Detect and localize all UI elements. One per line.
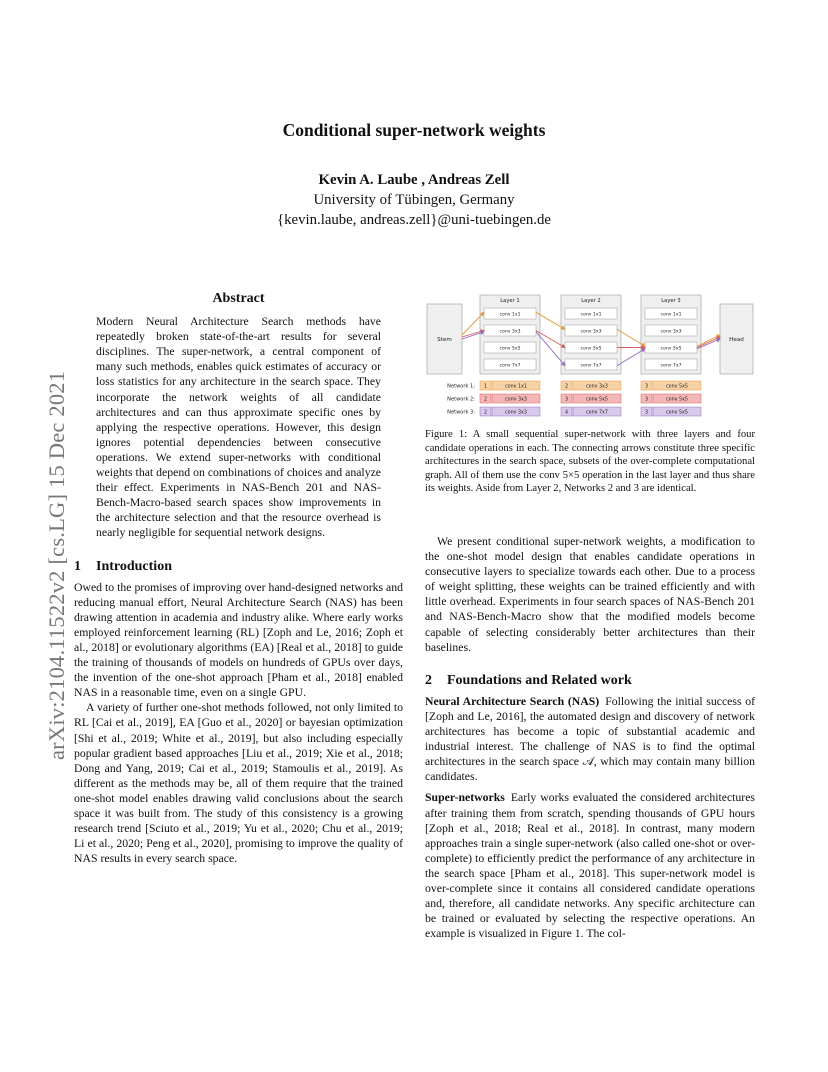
op-label: conv 5x5	[660, 346, 682, 352]
network-connection	[536, 332, 565, 366]
op-label: conv 3x3	[499, 329, 521, 335]
network-index: 2	[483, 397, 488, 403]
head-label: Head	[729, 337, 744, 343]
super-network-diagram	[425, 293, 755, 423]
nas-paragraph-body: Following the initial success of [Zoph and Le, 2016], the automated design and discovery of network architectures has become a topic of substantial academic and industrial interest. The challenge of NAS is to find the optimal architectures in the search space 𝒜, which may contain many billion candidates.	[425, 694, 755, 784]
section-1-heading	[74, 559, 403, 574]
network-op: conv 5x5	[666, 410, 688, 416]
section-title: Foundations and Related work	[447, 672, 632, 688]
network-label: Network 3:	[447, 409, 475, 416]
network-index: 3	[644, 384, 649, 390]
network-index: 2	[483, 410, 488, 416]
abstract-heading: Abstract	[212, 291, 265, 306]
left-column	[74, 291, 403, 866]
paper-title: Conditional super-network weights	[282, 120, 546, 140]
network-index: 3	[644, 410, 649, 416]
network-op: conv 3x3	[586, 384, 608, 390]
section-2-heading	[425, 673, 755, 688]
section-title: Introduction	[96, 558, 172, 574]
network-op: conv 5x5	[666, 397, 688, 403]
intro-paragraph-1: Owed to the promises of improving over hand-designed networks and reducing manual effort, Neural Architecture Search (NAS) has been drawing attention in academia and industry alike. Where early works employed reinforcement learning (RL) [Zoph and Le, 2016; Zoph et al., 2018] or evolutionary algorithms (EA) [Real et al., 2018] to guide the training of thousands of models on hundreds of GPUs over days, the invention of the one-shot approach [Pham et al., 2018] enabled NAS in a reasonable time, even on a single GPU.	[74, 580, 403, 700]
network-index: 3	[644, 397, 649, 403]
op-label: conv 1x1	[580, 312, 602, 318]
nas-paragraph-heading: Neural Architecture Search (NAS)	[425, 694, 600, 708]
network-index: 4	[564, 410, 569, 416]
supernet-paragraph-body: Early works evaluated the considered architectures after training them from scratch, spending thousands of GPU hours [Zoph et al., 2018; Real et al., 2018]. In contrast, many modern approaches train a single super-network (also called one-shot or over-complete) to efficiently predict the performance of any architecture in the search space [Pham et al., 2018]. This super-network model is over-complete since it contains all considered candidate operations and, therefore, all candidate networks. Any specific architecture can be trained or evaluated by selecting the respective operations. An example is visualized in Figure 1. The col-	[425, 791, 755, 941]
op-label: conv 1x1	[499, 312, 521, 318]
network-index: 2	[564, 384, 569, 390]
op-label: conv 5x5	[580, 346, 602, 352]
op-label: conv 7x7	[660, 363, 682, 369]
stem-label: Stem	[437, 337, 452, 343]
layer-label: Layer 2	[581, 298, 601, 304]
network-connection	[536, 312, 565, 329]
network-index: 3	[564, 397, 569, 403]
figure-caption: Figure 1: A small sequential super-network with three layers and four candidate operations in each. The connecting arrows constitute three specific architectures in the search space, subsets of the over-complete computational graph. All of them use the conv 5×5 operation in the last layer and thus share its weights. Aside from Layer 2, Networks 2 and 3 are identical.	[425, 429, 755, 495]
supernet-paragraph	[425, 790, 755, 941]
abstract-body: Modern Neural Architecture Search methods have repeatedly broken state-of-the-art results for several disciplines. The super-network, a central component of many such methods, enables quick estimates of accuracy or loss statistics for any architecture in the search space. They incorporate the network weights of all candidate architectures and can thus approximate specific ones by applying the respective operations. However, this design ignores potential dependencies between consecutive operations. We extend super-networks with conditional weights that depend on combinations of choices and analyze their effect. Experiments in NAS-Bench 201 and NAS-Bench-Macro-based search spaces show improvements in the architecture selection and that the resource overhead is nearly negligible for sequential network designs.	[96, 315, 381, 540]
network-op: conv 3x3	[505, 397, 527, 403]
op-label: conv 7x7	[580, 363, 602, 369]
layer-label: Layer 1	[500, 298, 520, 304]
network-label: Network 1:	[447, 383, 475, 390]
op-label: conv 7x7	[499, 363, 521, 369]
affiliation: University of Tübingen, Germany	[313, 192, 515, 208]
network-label: Network 2:	[447, 396, 475, 403]
network-index: 1	[483, 384, 488, 390]
network-op: conv 5x5	[586, 397, 608, 403]
network-op: conv 1x1	[505, 384, 527, 390]
section-number: 2	[425, 672, 432, 688]
op-label: conv 5x5	[499, 346, 521, 352]
network-op: conv 3x3	[505, 410, 527, 416]
network-connection	[536, 331, 565, 348]
figure-1	[425, 293, 755, 423]
layer-label: Layer 3	[661, 298, 681, 304]
section-number: 1	[74, 558, 81, 574]
email: {kevin.laube, andreas.zell}@uni-tuebingen.de	[277, 212, 551, 228]
op-label: conv 1x1	[660, 312, 682, 318]
op-label: conv 3x3	[660, 329, 682, 335]
right-column	[425, 534, 755, 941]
right-intro-paragraph: We present conditional super-network weights, a modification to the one-shot model design that enables candidate operations in consecutive layers to specialize towards each other. Due to a process of weight splitting, these weights can be trained efficiently and with little overhead. Experiments in four search spaces of NAS-Bench 201 and NAS-Bench-Macro show that the modified models become capable of selecting considerably better architectures than their baselines.	[425, 535, 755, 654]
authors: Kevin A. Laube , Andreas Zell	[318, 172, 510, 188]
network-op: conv 7x7	[586, 410, 608, 416]
arxiv-stamp: arXiv:2104.11522v2 [cs.LG] 15 Dec 2021	[44, 370, 69, 760]
nas-paragraph	[425, 694, 755, 785]
supernet-paragraph-heading: Super-networks	[425, 791, 505, 805]
intro-paragraph-2: A variety of further one-shot methods followed, not only limited to RL [Cai et al., 2019], EA [Guo et al., 2020] or bayesian optimization [Shi et al., 2019; White et al., 2019], but also including especially popular gradient based approaches [Liu et al., 2019; Xie et al., 2018; Dong and Yang, 2019; Cai et al., 2019; Stamoulis et al., 2019]. As different as the methods may be, all of them require that the trained one-shot model enables drawing valid conclusions about the search space it was built from. The study of this consistency is a growing research trend [Sciuto et al., 2019; Yu et al., 2020; Chu et al., 2019; Li et al., 2020; Peng et al., 2020], promising to improve the quality of NAS results in every search space.	[74, 701, 403, 866]
op-label: conv 3x3	[580, 329, 602, 335]
network-op: conv 5x5	[666, 384, 688, 390]
